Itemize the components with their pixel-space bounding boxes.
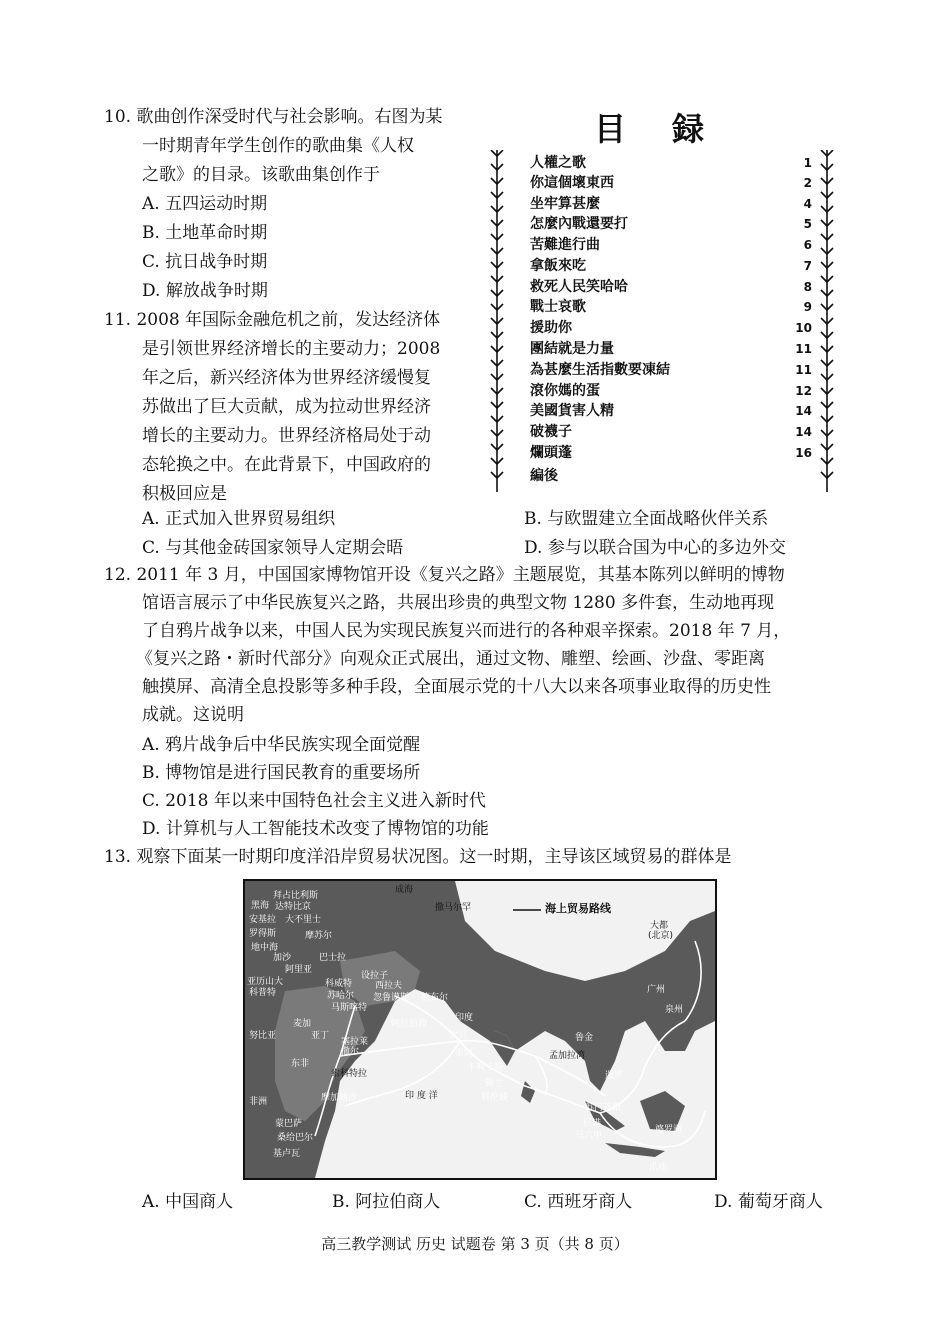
- option-b: B. 土地革命时期: [142, 223, 268, 243]
- contents-entry-title: 人權之歌: [530, 155, 586, 171]
- map-place-label: 索科特拉: [331, 1069, 368, 1079]
- map-place-label: 拜占比利斯: [273, 891, 319, 901]
- question-11-line: 是引领世界经济增长的主要动力；2008: [142, 339, 441, 359]
- map-place-label: 科威特: [325, 979, 353, 989]
- contents-entry-title: 坐牢算甚麼: [530, 196, 600, 212]
- contents-entry-page: 2: [803, 176, 812, 190]
- contents-title: 目録: [594, 110, 751, 148]
- contents-entry-page: 12: [795, 384, 812, 398]
- contents-entry-title: 你這個壞東西: [530, 175, 614, 191]
- contents-entry-page: 6: [803, 238, 812, 252]
- contents-entry-page: 1: [803, 156, 812, 170]
- map-place-label: 安基拉: [249, 915, 277, 925]
- map-place-label: 忽鲁谟斯: [373, 993, 410, 1003]
- map-graphic: [245, 881, 715, 1178]
- map-place-label: 亚历山大: [247, 977, 284, 987]
- map-place-label: 阿里亚: [285, 965, 313, 975]
- question-11-line: 积极回应是: [142, 484, 227, 504]
- contents-entry-title: 苦難進行曲: [530, 237, 600, 253]
- question-12-line: 12. 2011 年 3 月，中国国家博物馆开设《复兴之路》主题展览，其基本陈列以鲜明的博物: [104, 565, 785, 585]
- contents-entry-title: 戰士哀歌: [530, 299, 586, 315]
- map-place-label: 罗得斯: [249, 929, 277, 939]
- map-place-label: 黑海: [251, 901, 270, 911]
- contents-entry-page: 11: [795, 342, 812, 356]
- map-place-label: 广州: [647, 985, 666, 995]
- question-11-line: 11. 2008 年国际金融危机之前，发达经济体: [104, 310, 441, 330]
- contents-entry-title: 爛頭蓬: [530, 445, 572, 461]
- map-place-label: 坎贝: [449, 1031, 468, 1041]
- map-place-label: 加沙: [273, 953, 292, 963]
- option-a: A. 鸦片战争后中华民族实现全面觉醒: [142, 735, 421, 755]
- map-place-label: 设拉子: [361, 971, 389, 981]
- map-place-label: 基卢瓦: [273, 1149, 301, 1159]
- contents-entry-title: 怎麼內戰還要打: [530, 216, 628, 232]
- map-place-label: 达特比京: [275, 902, 312, 912]
- songbook-contents-image: [484, 100, 842, 496]
- map-place-label: 撒马尔罕: [435, 903, 472, 913]
- contents-entry-page: 7: [803, 259, 812, 273]
- contents-entry-title: 編後: [530, 468, 558, 484]
- page-footer: 高三教学测试 历史 试题卷 第 3 页（共 8 页）: [321, 1235, 629, 1253]
- map-place-label: 塞拉莱: [341, 1037, 369, 1047]
- contents-entry-title: 團結就是力量: [530, 341, 614, 357]
- question-12-line: 触摸屏、高清全息投影等多种手段，全面展示党的十八大以来各项事业取得的历史性: [142, 677, 771, 697]
- map-place-label: 孟加拉湾: [549, 1051, 586, 1061]
- option-a: A. 五四运动时期: [142, 194, 268, 214]
- contents-entry-title: 美國貨害人精: [530, 403, 614, 419]
- option-b: B. 博物馆是进行国民教育的重要场所: [142, 763, 421, 783]
- option-b: B. 与欧盟建立全面战略伙伴关系: [524, 509, 769, 529]
- map-place-label: 撒尔: [341, 1047, 360, 1057]
- contents-entry-page: 14: [795, 425, 812, 439]
- map-place-label: 苏门答腊: [585, 1103, 622, 1113]
- contents-entry-page: 9: [803, 300, 812, 314]
- question-12-line: 馆语言展示了中华民族复兴之路，共展出珍贵的典型文物 1280 多件套，生动地再现: [142, 593, 775, 613]
- option-d: D. 葡萄牙商人: [714, 1192, 823, 1212]
- map-place-label: 德布尔: [421, 993, 449, 1003]
- map-place-label: 苏哈尔: [327, 991, 355, 1001]
- map-place-label: 地中海: [251, 943, 279, 953]
- indian-ocean-trade-map: [243, 879, 717, 1180]
- map-place-label: 成海: [395, 885, 414, 895]
- contents-entry-title: 破襪子: [530, 424, 572, 440]
- map-place-label: 摩苏尔: [305, 931, 333, 941]
- option-d: D. 解放战争时期: [142, 281, 268, 301]
- question-11-line: 态轮换之中。在此背景下，中国政府的: [142, 455, 431, 475]
- map-place-label: (北京): [648, 931, 674, 941]
- contents-entry-title: 救死人民笑哈哈: [530, 279, 628, 295]
- map-place-label: 摩加迪沙: [321, 1093, 358, 1103]
- map-place-label: 婆罗洲: [655, 1125, 683, 1135]
- left-vine-ornament: [490, 150, 504, 492]
- map-place-label: 亚丁: [311, 1031, 330, 1041]
- map-place-label: 卡利卡特: [467, 1063, 504, 1073]
- option-c: C. 2018 年以来中国特色社会主义进入新时代: [142, 791, 486, 811]
- map-place-label: 巨港: [583, 1119, 602, 1129]
- question-10-line: 之歌》的目录。该歌曲集创作于: [142, 165, 380, 185]
- option-c: C. 西班牙商人: [524, 1192, 633, 1212]
- map-place-label: 印 度 洋: [405, 1091, 438, 1101]
- option-c: C. 抗日战争时期: [142, 252, 268, 272]
- question-13-line: 13. 观察下面某一时期印度洋沿岸贸易状况图。这一时期，主导该区域贸易的群体是: [104, 847, 732, 867]
- map-legend-label: 海上贸易路线: [545, 902, 611, 915]
- map-place-label: 桑给巴尔: [277, 1133, 314, 1143]
- option-a: A. 中国商人: [142, 1192, 234, 1212]
- map-place-label: 果阿: [455, 1049, 474, 1059]
- map-place-label: 印度: [455, 1013, 474, 1023]
- contents-entry-title: 為甚麼生活指數要凍結: [530, 362, 670, 378]
- question-12-line: 《复兴之路・新时代部分》向观众正式展出，通过文物、雕塑、绘画、沙盘、零距离: [136, 649, 765, 669]
- question-12-line: 了自鸦片战争以来，中国人民为实现民族复兴而进行的各种艰辛探索。2018 年 7 月，: [142, 621, 791, 641]
- map-place-label: 锡兰: [485, 1079, 504, 1089]
- map-place-label: 巴士拉: [319, 953, 347, 963]
- option-a: A. 正式加入世界贸易组织: [142, 509, 336, 529]
- question-11-line: 年之后，新兴经济体为世界经济缓慢复: [142, 368, 431, 388]
- map-place-label: 暹罗: [605, 1071, 624, 1081]
- contents-entry-page: 4: [803, 197, 812, 211]
- contents-entry-page: 10: [795, 321, 812, 335]
- map-place-label: 鲁金: [575, 1033, 594, 1043]
- contents-entry-page: 11: [795, 363, 812, 377]
- map-place-label: 泉州: [665, 1005, 684, 1015]
- map-place-label: 非洲: [249, 1097, 268, 1107]
- map-place-label: 大不里士: [285, 915, 322, 925]
- contents-entry-page: 14: [795, 404, 812, 418]
- option-c: C. 与其他金砖国家领导人定期会晤: [142, 538, 404, 558]
- right-vine-ornament: [820, 150, 834, 492]
- question-12-line: 成就。这说明: [142, 705, 244, 725]
- option-d: D. 计算机与人工智能技术改变了博物馆的功能: [142, 819, 489, 839]
- map-place-label: 科伦坡: [481, 1093, 509, 1103]
- contents-entry-page: 8: [803, 280, 812, 294]
- map-place-label: 大都: [650, 921, 669, 931]
- contents-entry-title: 拿飯來吃: [530, 258, 586, 274]
- question-10-line: 一时期青年学生创作的歌曲集《人权: [142, 136, 414, 156]
- map-place-label: 科普特: [249, 988, 277, 998]
- option-b: B. 阿拉伯商人: [332, 1192, 441, 1212]
- map-place-label: 马斯喀特: [331, 1003, 368, 1013]
- map-place-label: 蒙巴萨: [275, 1119, 303, 1129]
- contents-entry-title: 援助你: [530, 320, 572, 336]
- option-d: D. 参与以联合国为中心的多边外交: [524, 538, 786, 558]
- contents-entry-page: 5: [803, 217, 812, 231]
- question-10-line: 10. 歌曲创作深受时代与社会影响。右图为某: [104, 107, 443, 127]
- map-place-label: 阿拉伯海: [391, 1019, 428, 1029]
- contents-entry-page: 16: [795, 446, 812, 460]
- map-place-label: 努比亚: [249, 1031, 277, 1041]
- map-place-label: 马六甲: [575, 1131, 603, 1141]
- map-place-label: 西拉夫: [375, 981, 403, 991]
- question-11-line: 增长的主要动力。世界经济格局处于动: [142, 426, 431, 446]
- map-place-label: 麦加: [293, 1019, 312, 1029]
- map-place-label: 爪哇: [649, 1163, 668, 1173]
- question-11-line: 苏做出了巨大贡献，成为拉动世界经济: [142, 397, 431, 417]
- map-place-label: 东非: [291, 1059, 310, 1069]
- contents-entry-title: 滾你媽的蛋: [530, 383, 600, 399]
